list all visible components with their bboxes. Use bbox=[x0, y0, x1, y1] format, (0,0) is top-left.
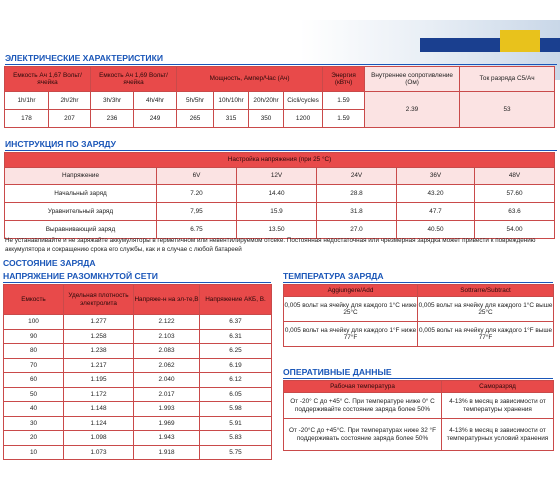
cell: 2.083 bbox=[134, 344, 200, 359]
value-cell: 265 bbox=[177, 110, 214, 128]
cell: 1.969 bbox=[134, 416, 200, 431]
cell: 1.098 bbox=[64, 431, 134, 446]
subtract-header: Sottrarre/Subtract bbox=[418, 285, 554, 297]
table-row bbox=[4, 344, 272, 359]
subheader-cell: 4h/4hr bbox=[134, 92, 177, 110]
row-value: 57.60 bbox=[475, 185, 555, 203]
cell: 5.91 bbox=[200, 416, 272, 431]
value-cell: 350 bbox=[249, 110, 284, 128]
charge-title: ИНСТРУКЦИЯ ПО ЗАРЯДУ bbox=[5, 139, 116, 149]
battery-voltage-header: Напряжение АКБ, В. bbox=[200, 285, 272, 315]
cell: 20 bbox=[4, 431, 64, 446]
table-row bbox=[4, 445, 272, 460]
operating-table bbox=[283, 380, 554, 451]
voltage-12v: 12V bbox=[237, 168, 317, 185]
electrical-table bbox=[4, 66, 555, 128]
table-row bbox=[4, 373, 272, 388]
cell: 4-13% в месяц в зависимости от температуры хранения bbox=[442, 393, 554, 419]
table-row bbox=[4, 358, 272, 373]
subheader-cell: 5h/5hr bbox=[177, 92, 214, 110]
cell: 1.943 bbox=[134, 431, 200, 446]
cell: 1.148 bbox=[64, 402, 134, 417]
value-cell: 1200 bbox=[284, 110, 323, 128]
state-table bbox=[3, 284, 272, 460]
cell: 1.195 bbox=[64, 373, 134, 388]
cell: 1.217 bbox=[64, 358, 134, 373]
temp-header: Рабочая температура bbox=[284, 381, 442, 393]
cell: 100 bbox=[4, 315, 64, 330]
cell: 5.83 bbox=[200, 431, 272, 446]
row-value: 15.9 bbox=[237, 203, 317, 221]
table-row bbox=[4, 387, 272, 402]
row-value: 31.8 bbox=[317, 203, 397, 221]
table-row bbox=[4, 329, 272, 344]
cell: От -20° C до +45° C. При температуре ниже 0° C поддерживайте состояние заряда более 50% bbox=[284, 393, 442, 419]
power-header: Мощность, Ампер/Час (Ач) bbox=[177, 67, 323, 92]
table-row bbox=[4, 315, 272, 330]
table-row bbox=[5, 185, 555, 203]
state-subtitle: НАПРЯЖЕНИЕ РАЗОМКНУТОЙ СЕТИ bbox=[3, 271, 158, 281]
cell: 1.073 bbox=[64, 445, 134, 460]
cell: 40 bbox=[4, 402, 64, 417]
cell: 90 bbox=[4, 329, 64, 344]
subheader-cell: 1.59 bbox=[323, 92, 365, 110]
cell: 0,005 вольт на ячейку для каждого 1°C ниже 25°C bbox=[284, 297, 418, 322]
row-value: 40.50 bbox=[397, 221, 475, 239]
electrical-rule bbox=[5, 64, 557, 65]
state-rule bbox=[3, 282, 271, 283]
cell: 5.75 bbox=[200, 445, 272, 460]
row-value: 13.50 bbox=[237, 221, 317, 239]
voltage-6v: 6V bbox=[157, 168, 237, 185]
table-row bbox=[4, 402, 272, 417]
charge-table bbox=[4, 152, 555, 239]
cell: 5.98 bbox=[200, 402, 272, 417]
charge-rule bbox=[5, 150, 557, 151]
cell: 0,005 вольт на ячейку для каждого 1°C выше 25°C bbox=[418, 297, 554, 322]
table-row bbox=[5, 221, 555, 239]
cell: 6.31 bbox=[200, 329, 272, 344]
cell: 6.19 bbox=[200, 358, 272, 373]
state-title: СОСТОЯНИЕ ЗАРЯДА bbox=[3, 258, 96, 268]
cell: 30 bbox=[4, 416, 64, 431]
row-value: 6.75 bbox=[157, 221, 237, 239]
charge-banner: Настройка напряжения (при 25 °С) bbox=[5, 153, 555, 168]
row-value: 63.6 bbox=[475, 203, 555, 221]
table-row bbox=[4, 416, 272, 431]
energy-header: Энергия (кВтч) bbox=[323, 67, 365, 92]
temperature-table bbox=[283, 284, 554, 347]
row-label: Начальный заряд bbox=[5, 185, 157, 203]
cell: 2.017 bbox=[134, 387, 200, 402]
cell: 0,005 вольт на ячейку для каждого 1°F выше 77°F bbox=[418, 322, 554, 347]
row-value: 7.20 bbox=[157, 185, 237, 203]
table-row bbox=[284, 419, 554, 451]
cell: 1.993 bbox=[134, 402, 200, 417]
value-cell: 315 bbox=[214, 110, 249, 128]
product-photo-logo bbox=[500, 30, 540, 52]
table-row bbox=[284, 393, 554, 419]
resistance-header: Внутреннее сопротивление (Ом) bbox=[365, 67, 460, 92]
table-row bbox=[5, 203, 555, 221]
cell: 6.05 bbox=[200, 387, 272, 402]
cell: 80 bbox=[4, 344, 64, 359]
cell: 1.238 bbox=[64, 344, 134, 359]
voltage-header: Напряжение bbox=[5, 168, 157, 185]
cell: 1.258 bbox=[64, 329, 134, 344]
voltage-48v: 48V bbox=[475, 168, 555, 185]
cell-voltage-header: Напряже-н на эл-те,В bbox=[134, 285, 200, 315]
discharge-header: Ток разряда C5/Ач bbox=[460, 67, 555, 92]
temperature-rule bbox=[283, 282, 553, 283]
operating-title: ОПЕРАТИВНЫЕ ДАННЫЕ bbox=[283, 367, 392, 377]
electrical-title: ЭЛЕКТРИЧЕСКИЕ ХАРАКТЕРИСТИКИ bbox=[5, 53, 163, 63]
cell: 1.124 bbox=[64, 416, 134, 431]
row-value: 43.20 bbox=[397, 185, 475, 203]
value-cell: 178 bbox=[5, 110, 49, 128]
cell: 1.172 bbox=[64, 387, 134, 402]
capacity-169-header: Емкость Ач 1,69 Вольт/ячейка bbox=[91, 67, 177, 92]
subheader-cell: 1h/1hr bbox=[5, 92, 49, 110]
cell: 2.040 bbox=[134, 373, 200, 388]
cell: 6.37 bbox=[200, 315, 272, 330]
self-discharge-header: Саморазряд bbox=[442, 381, 554, 393]
value-cell: 236 bbox=[91, 110, 134, 128]
cell: 70 bbox=[4, 358, 64, 373]
subheader-cell: 20h/20hr bbox=[249, 92, 284, 110]
row-value: 14.40 bbox=[237, 185, 317, 203]
cell: 1.918 bbox=[134, 445, 200, 460]
cell: 60 bbox=[4, 373, 64, 388]
cell: 4-13% в месяц в зависимости от температурных условий хранения bbox=[442, 419, 554, 451]
add-header: Aggiungere/Add bbox=[284, 285, 418, 297]
voltage-24v: 24V bbox=[317, 168, 397, 185]
value-cell: 207 bbox=[49, 110, 91, 128]
cell: 2.103 bbox=[134, 329, 200, 344]
value-cell: 249 bbox=[134, 110, 177, 128]
capacity-167-header: Емкость Ач 1,67 Вольт/ячейка bbox=[5, 67, 91, 92]
cell: От -20°C до +45°C. При температурах ниже 32 °F поддерживать состояние заряда более 50% bbox=[284, 419, 442, 451]
cell: 1.277 bbox=[64, 315, 134, 330]
row-label: Выравнивающий заряд bbox=[5, 221, 157, 239]
table-row bbox=[284, 297, 554, 322]
subheader-cell: 3h/3hr bbox=[91, 92, 134, 110]
cell: 0,005 вольт на ячейку для каждого 1°F ниже 77°F bbox=[284, 322, 418, 347]
cell: 50 bbox=[4, 387, 64, 402]
row-value: 28.8 bbox=[317, 185, 397, 203]
cell: 6.12 bbox=[200, 373, 272, 388]
cell: 2.122 bbox=[134, 315, 200, 330]
resistance-value: 2.39 bbox=[365, 92, 460, 128]
subheader-cell: Cicli/cycles bbox=[284, 92, 323, 110]
capacity-header: Емкость bbox=[4, 285, 64, 315]
subheader-cell: 10h/10hr bbox=[214, 92, 249, 110]
subheader-cell: 2h/2hr bbox=[49, 92, 91, 110]
density-header: Удельная плотность электролита bbox=[64, 285, 134, 315]
row-value: 27.0 bbox=[317, 221, 397, 239]
voltage-36v: 36V bbox=[397, 168, 475, 185]
row-value: 47.7 bbox=[397, 203, 475, 221]
discharge-value: 53 bbox=[460, 92, 555, 128]
table-row bbox=[4, 431, 272, 446]
cell: 10 bbox=[4, 445, 64, 460]
row-label: Уравнительный заряд bbox=[5, 203, 157, 221]
cell: 2.062 bbox=[134, 358, 200, 373]
row-value: 7,95 bbox=[157, 203, 237, 221]
cell: 6.25 bbox=[200, 344, 272, 359]
table-row bbox=[284, 322, 554, 347]
value-cell: 1.59 bbox=[323, 110, 365, 128]
temperature-title: ТЕМПЕРАТУРА ЗАРЯДА bbox=[283, 271, 384, 281]
operating-rule bbox=[283, 378, 553, 379]
charge-note: Не устанавливайте и не заряжайте аккумуляторы в герметичном или невентилируемом отсеке. Постоянная недостаточная или чрезмерная зарядка может привести к повреждению аккумулятора и сокращению срока его службы, как и в случае с любой батареей bbox=[5, 237, 536, 253]
row-value: 54.00 bbox=[475, 221, 555, 239]
